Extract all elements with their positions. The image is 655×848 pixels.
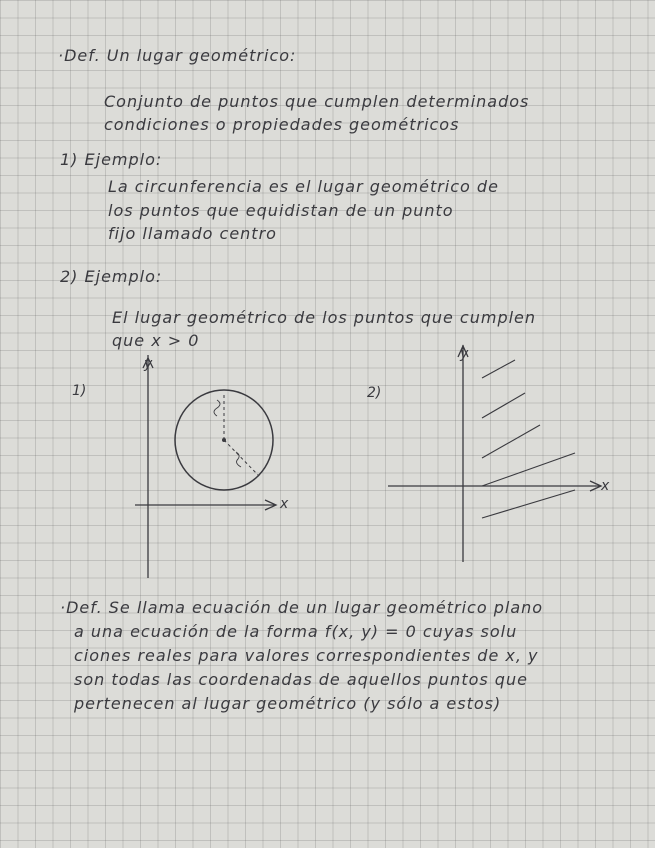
- example-text-line: La circunferencia es el lugar geométrico de: [108, 177, 499, 196]
- x-axis-label: x: [601, 478, 610, 494]
- definition-text-line: pertenecen al lugar geométrico (y sólo a estos): [74, 694, 502, 713]
- definition-text-line: ciones reales para valores correspondientes de x, y: [74, 646, 539, 665]
- example-heading: 2) Ejemplo:: [60, 267, 163, 286]
- definition-text-line: son todas las coordenadas de aquellos puntos que: [74, 670, 528, 689]
- figure-number: 2): [367, 385, 382, 401]
- definition-text-line: ·Def. Se llama ecuación de un lugar geométrico plano: [60, 598, 544, 617]
- example-text-line: los puntos que equidistan de un punto: [108, 201, 454, 220]
- figure-number: 1): [72, 383, 87, 399]
- example-heading: 1) Ejemplo:: [60, 150, 163, 169]
- example-text-line: fijo llamado centro: [108, 224, 277, 243]
- y-axis-label: y: [460, 346, 469, 362]
- definition-heading: ·Def. Un lugar geométrico:: [58, 46, 297, 65]
- example-text-line: El lugar geométrico de los puntos que cumplen: [112, 308, 537, 327]
- definition-text-line: Conjunto de puntos que cumplen determinados: [104, 92, 530, 111]
- example-text-line: que x > 0: [112, 331, 200, 350]
- y-axis-label: y: [144, 356, 153, 372]
- definition-text-line: condiciones o propiedades geométricos: [104, 115, 460, 134]
- x-axis-label: x: [280, 496, 289, 512]
- definition-text-line: a una ecuación de la forma f(x, y) = 0 cuyas solu: [74, 622, 518, 641]
